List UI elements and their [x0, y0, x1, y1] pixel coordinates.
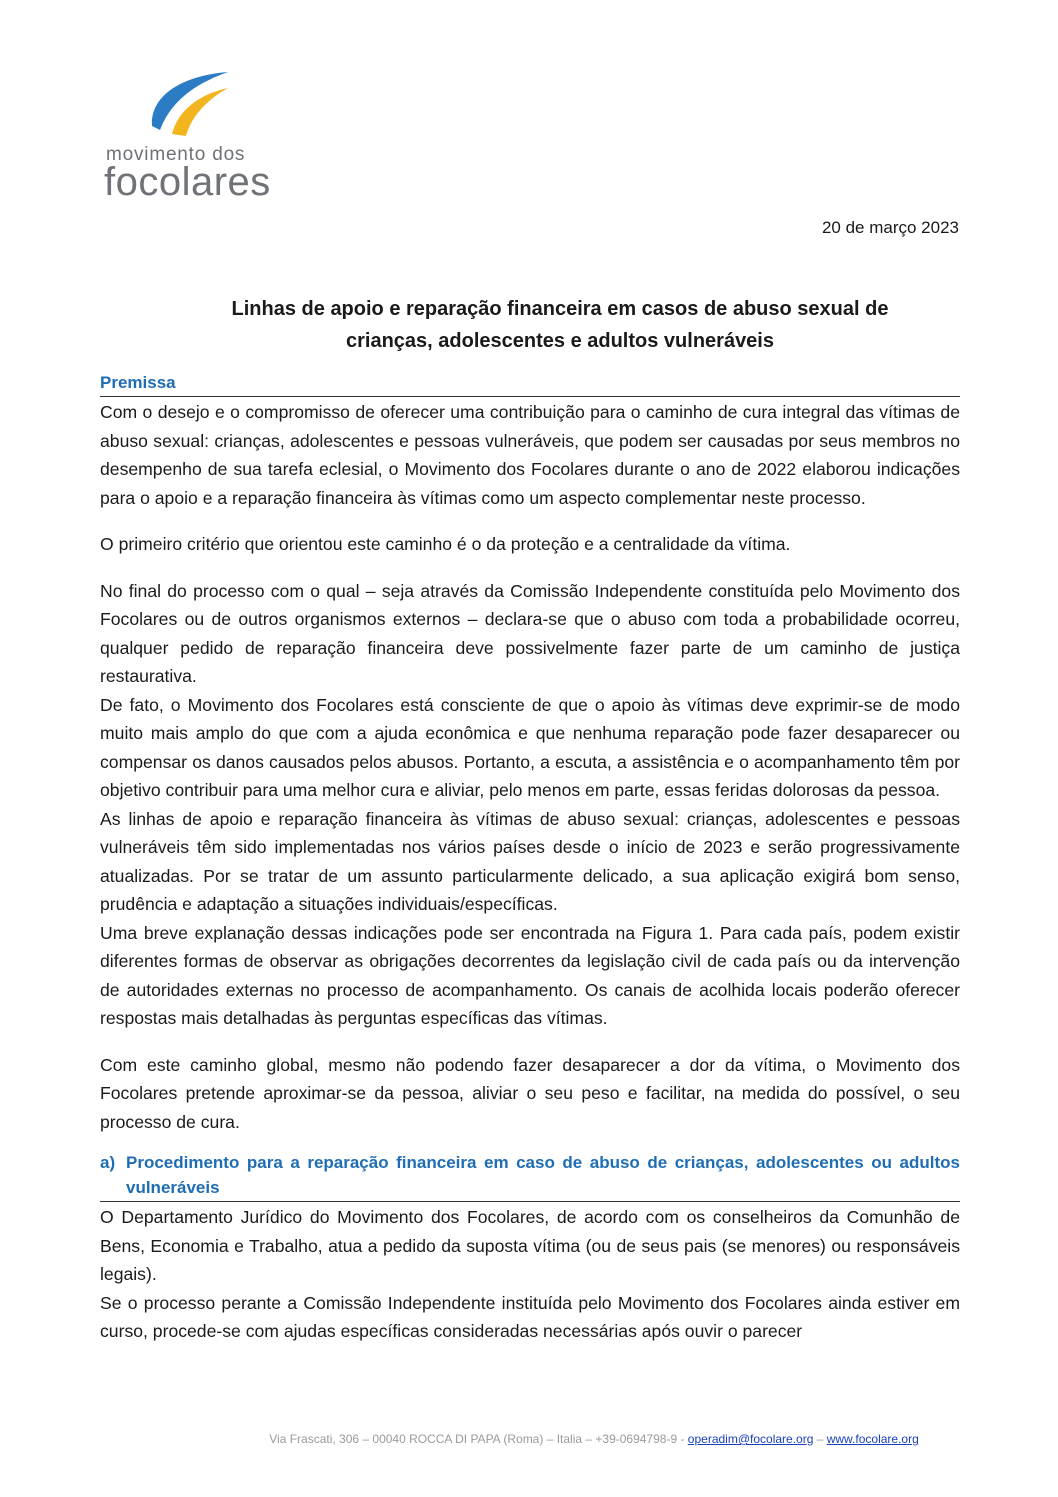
paragraph: De fato, o Movimento dos Focolares está consciente de que o apoio às vítimas deve exprimir-se de modo muito mais amplo do que com a ajuda econômica e que nenhuma reparação pode fazer desaparecer ou compensar os danos causados pelos abusos. Portanto, a escuta, a assistência e o acompanhamento têm por objetivo contribuir para uma melhor cura e aliviar, pelo menos em parte, essas feridas dolorosas da pessoa.	[100, 694, 960, 800]
paragraph: Com o desejo e o compromisso de oferecer uma contribuição para o caminho de cura integral das vítimas de abuso sexual: crianças, adolescentes e pessoas vulneráveis, que podem ser causadas por seus membros no desempenho de sua tarefa eclesial, o Movimento dos Focolares durante o ano de 2022 elaborou indicações para o apoio e a reparação financeira às vítimas como um aspecto complementar neste processo.	[100, 402, 960, 508]
paragraph: O Departamento Jurídico do Movimento dos Focolares, de acordo com os conselheiros da Comunhão de Bens, Economia e Trabalho, atua a pedido da suposta vítima (ou de seus pais (se menores) ou responsáveis legais).	[100, 1207, 960, 1284]
title-line-1: Linhas de apoio e reparação financeira em casos de abuso sexual de	[231, 298, 889, 320]
footer-website-link[interactable]: www.focolare.org	[826, 1432, 919, 1446]
section-heading-a-text: Procedimento para a reparação financeira em caso de abuso de crianças, adolescentes ou adultos vulneráveis	[126, 1153, 960, 1197]
footer-email-link[interactable]: operadim@focolare.org	[687, 1432, 814, 1446]
paragraph: Com este caminho global, mesmo não podendo fazer desaparecer a dor da vítima, o Movimento dos Focolares pretende aproximar-se da pessoa, aliviar o seu peso e facilitar, na medida do possível, o seu processo de cura.	[100, 1054, 960, 1132]
paragraph: As linhas de apoio e reparação financeira às vítimas de abuso sexual: crianças, adolescentes e pessoas vulneráveis têm sido implementadas nos vários países desde o início de 2023 e serão progressivamente atualizadas. Por se tratar de um assunto particularmente delicado, a sua aplicação exigirá bom senso, prudência e adaptação a situações individuais/específicas.	[100, 808, 960, 914]
footer-address: Via Frascati, 306 – 00040 ROCCA DI PAPA (Roma) – Italia – +39-0694798-9 -	[269, 1432, 688, 1446]
paragraph: Uma breve explanação dessas indicações pode ser encontrada na Figura 1. Para cada país, podem existir diferentes formas de observar as obrigações decorrentes da legislação civil de cada país ou da intervenção de autoridades externas no processo de acompanhamento. Os canais de acolhida locais poderão oferecer respostas mais detalhadas às perguntas específicas das vítimas.	[100, 922, 960, 1028]
logo-text-big: focolares	[104, 160, 271, 204]
focolares-swoosh-icon	[148, 68, 230, 138]
section-heading-a	[100, 1150, 960, 1202]
document-body	[100, 370, 960, 1346]
logo-text-small: movimento dos	[106, 144, 246, 165]
section-heading-premissa: Premissa	[100, 370, 960, 397]
title-line-2: crianças, adolescentes e adultos vulneráveis	[346, 330, 774, 352]
document-title	[120, 293, 1000, 357]
focolares-logo	[104, 68, 304, 208]
paragraph: O primeiro critério que orientou este caminho é o da proteção e a centralidade da vítima.	[100, 534, 791, 554]
document-date: 20 de março 2023	[821, 218, 959, 237]
paragraph: No final do processo com o qual – seja através da Comissão Independente constituída pelo Movimento dos Focolares ou de outros organismos externos – declara-se que o abuso com toda a probabilidade ocorreu, qualquer pedido de reparação financeira deve possivelmente fazer parte de um caminho de justiça restaurativa.	[100, 580, 960, 686]
paragraph: Se o processo perante a Comissão Independente instituída pelo Movimento dos Focolares ainda estiver em curso, procede-se com ajudas específicas consideradas necessárias após ouvir o parecer	[100, 1292, 960, 1341]
list-marker: a)	[100, 1153, 116, 1172]
page-footer	[0, 1432, 1058, 1446]
footer-separator: –	[813, 1432, 827, 1446]
